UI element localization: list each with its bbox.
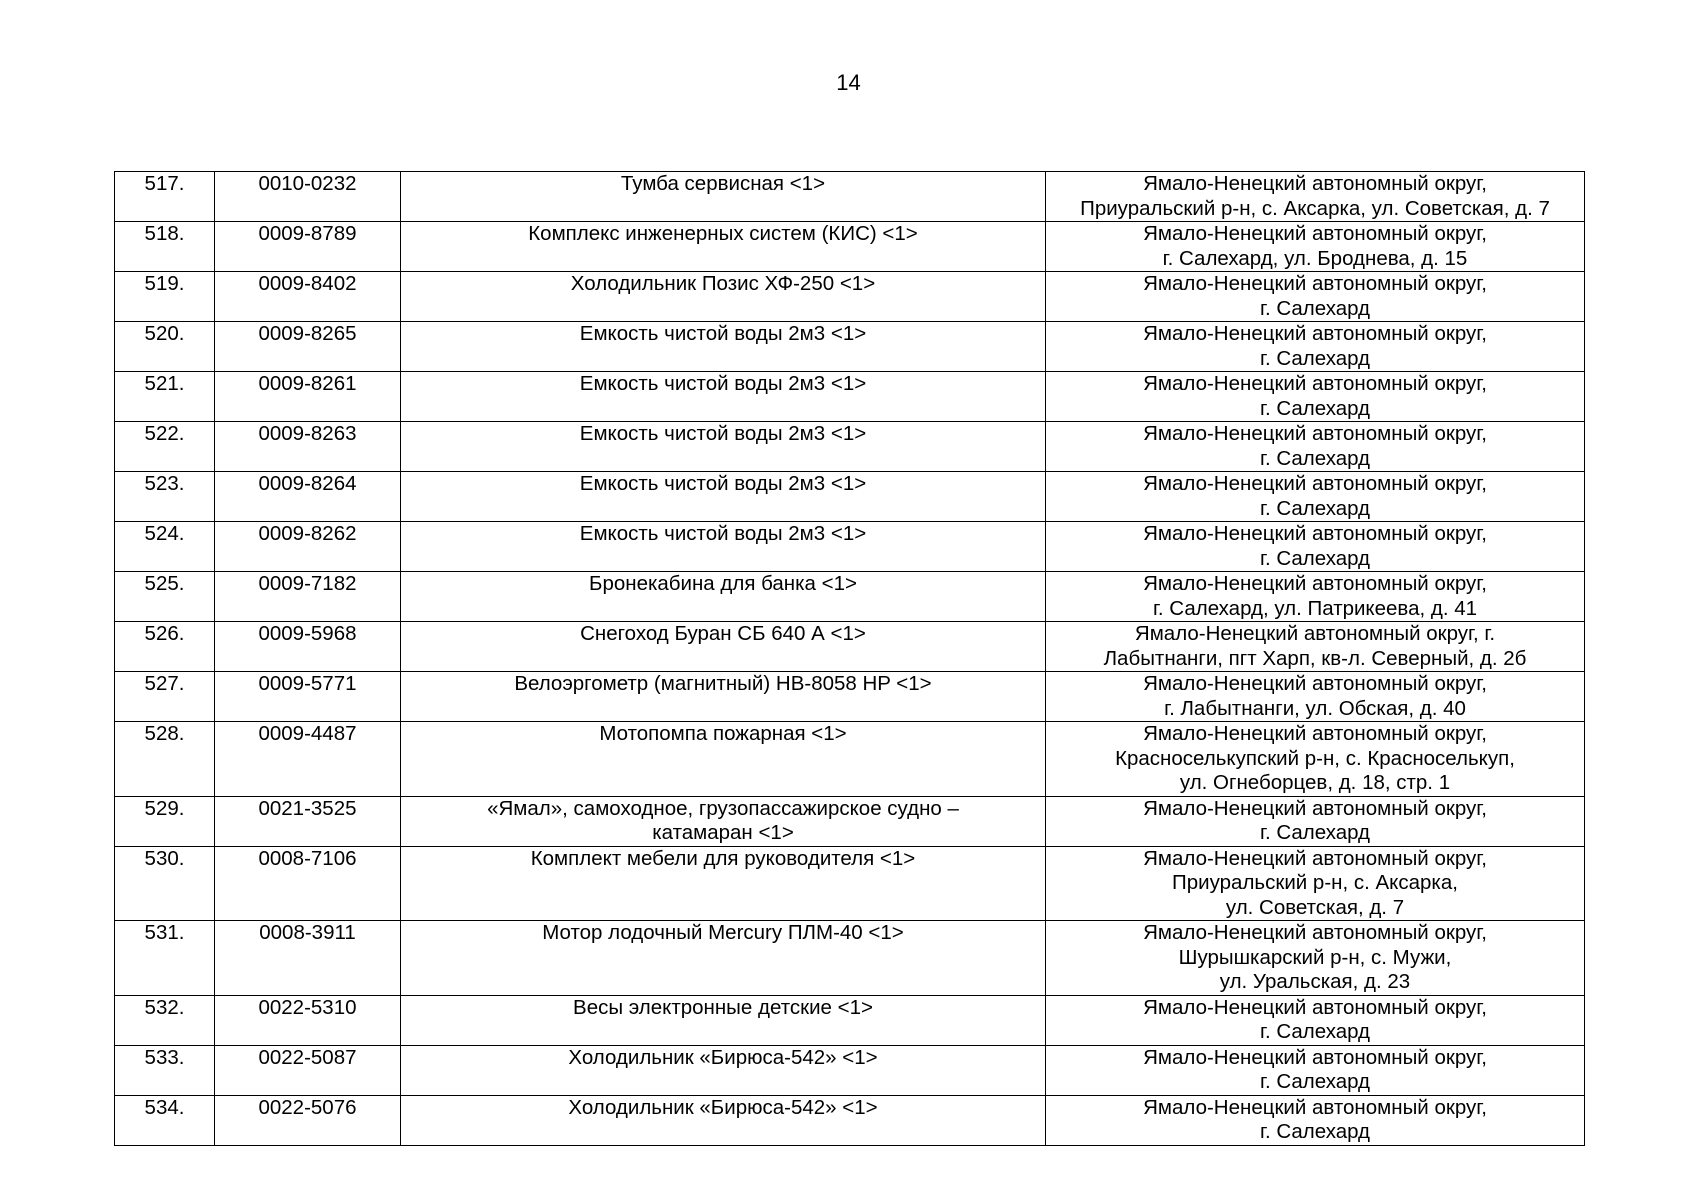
address-line: Ямало-Ненецкий автономный округ, [1143,322,1487,345]
item-name-line: «Ямал», самоходное, грузопассажирское судно – [487,796,959,820]
address-line: г. Салехард [1259,546,1371,570]
address-line: ул. Уральская, д. 23 [1219,970,1411,993]
item-name-line: Бронекабина для банка <1> [589,572,857,595]
address-cell [1046,921,1585,996]
item-name-cell [401,622,1046,672]
address-cell [1046,672,1585,722]
inventory-number-cell: 0009-8402 [215,272,401,322]
address-line: Ямало-Ненецкий автономный округ, [1143,372,1487,395]
address-cell [1046,722,1585,797]
row-number-cell: 521. [115,372,215,422]
address-cell [1046,372,1585,422]
address-line: Ямало-Ненецкий автономный округ, [1143,522,1487,545]
item-name-line: Снегоход Буран СБ 640 А <1> [580,622,866,645]
item-name-line: Комплекс инженерных систем (КИС) <1> [528,222,918,245]
item-name-cell [401,222,1046,272]
row-number-cell: 519. [115,272,215,322]
table-row [115,1095,1585,1145]
row-number-cell: 525. [115,572,215,622]
address-line: Ямало-Ненецкий автономный округ, [1143,995,1487,1019]
table-row [115,422,1585,472]
address-line: Ямало-Ненецкий автономный округ, [1143,1045,1487,1069]
address-line: Ямало-Ненецкий автономный округ, [1143,472,1487,495]
address-line: Ямало-Ненецкий автономный округ, [1143,672,1487,695]
item-name-cell [401,522,1046,572]
row-number-cell: 520. [115,322,215,372]
address-line: Красноселькупский р-н, с. Красноселькуп, [1115,746,1515,770]
address-line: г. Салехард, ул. Патрикеева, д. 41 [1152,596,1478,620]
inventory-number-cell: 0009-4487 [215,722,401,797]
row-number-cell: 531. [115,921,215,996]
row-number-cell: 524. [115,522,215,572]
table-row [115,372,1585,422]
table-row [115,172,1585,222]
item-name-line: Мотор лодочный Mercury ПЛМ-40 <1> [542,921,904,944]
table-row [115,1045,1585,1095]
address-line: Приуральский р-н, с. Аксарка, ул. Советская, д. 7 [1080,196,1550,220]
table-row [115,622,1585,672]
address-cell [1046,222,1585,272]
inventory-number-cell: 0021-3525 [215,796,401,846]
address-line: ул. Советская, д. 7 [1225,895,1405,919]
item-name-cell [401,796,1046,846]
item-name-cell [401,272,1046,322]
table-row [115,921,1585,996]
row-number-cell: 534. [115,1095,215,1145]
item-name-line: Комплект мебели для руководителя <1> [530,846,916,870]
address-cell [1046,422,1585,472]
item-name-line: Емкость чистой воды 2м3 <1> [579,372,867,395]
address-line: г. Салехард [1259,1020,1371,1043]
item-name-cell [401,846,1046,921]
inventory-number-cell: 0009-8261 [215,372,401,422]
row-number-cell: 528. [115,722,215,797]
item-name-line: Емкость чистой воды 2м3 <1> [579,522,867,545]
address-line: Ямало-Ненецкий автономный округ, г. [1134,622,1496,645]
row-number-cell: 530. [115,846,215,921]
property-table [114,171,1585,1146]
table-row [115,522,1585,572]
table-row [115,796,1585,846]
inventory-number-cell: 0009-8263 [215,422,401,472]
inventory-number-cell: 0009-8789 [215,222,401,272]
address-cell [1046,1095,1585,1145]
address-line: Шурышкарский р-н, с. Мужи, [1178,945,1452,969]
table-row [115,472,1585,522]
inventory-number-cell: 0022-5310 [215,995,401,1045]
item-name-line: катамаран <1> [652,821,794,844]
inventory-number-cell: 0009-5771 [215,672,401,722]
item-name-line: Холодильник «Бирюса-542» <1> [568,1045,878,1069]
item-name-cell [401,921,1046,996]
address-line: Ямало-Ненецкий автономный округ, [1143,1095,1487,1119]
item-name-cell [401,172,1046,222]
address-cell [1046,622,1585,672]
inventory-number-cell: 0009-8262 [215,522,401,572]
item-name-cell [401,1045,1046,1095]
table-row [115,722,1585,797]
row-number-cell: 532. [115,995,215,1045]
address-line: Ямало-Ненецкий автономный округ, [1143,722,1487,745]
address-line: Ямало-Ненецкий автономный округ, [1143,846,1487,870]
row-number-cell: 526. [115,622,215,672]
address-cell [1046,472,1585,522]
inventory-number-cell: 0009-8264 [215,472,401,522]
row-number-cell: 517. [115,172,215,222]
table-row [115,222,1585,272]
item-name-line: Емкость чистой воды 2м3 <1> [579,422,867,445]
inventory-number-cell: 0022-5076 [215,1095,401,1145]
table-row [115,572,1585,622]
address-line: г. Салехард [1259,296,1371,320]
item-name-line: Емкость чистой воды 2м3 <1> [579,322,867,345]
address-line: Ямало-Ненецкий автономный округ, [1143,422,1487,445]
address-cell [1046,322,1585,372]
address-cell [1046,995,1585,1045]
address-line: г. Салехард [1259,1070,1371,1093]
address-line: Ямало-Ненецкий автономный округ, [1143,572,1487,595]
item-name-cell [401,1095,1046,1145]
table-row [115,995,1585,1045]
table-row [115,272,1585,322]
item-name-line: Тумба сервисная <1> [620,172,826,195]
item-name-cell [401,322,1046,372]
address-cell [1046,522,1585,572]
item-name-cell [401,572,1046,622]
row-number-cell: 522. [115,422,215,472]
address-line: г. Салехард [1259,346,1371,370]
address-cell [1046,272,1585,322]
item-name-line: Холодильник «Бирюса-542» <1> [568,1095,878,1119]
address-cell [1046,172,1585,222]
item-name-cell [401,372,1046,422]
item-name-line: Велоэргометр (магнитный) HB-8058 HP <1> [514,672,932,695]
inventory-number-cell: 0009-5968 [215,622,401,672]
address-line: г. Салехард [1259,496,1371,520]
inventory-number-cell: 0010-0232 [215,172,401,222]
address-line: Приуральский р-н, с. Аксарка, [1172,871,1458,894]
inventory-number-cell: 0009-8265 [215,322,401,372]
table-row [115,672,1585,722]
item-name-line: Емкость чистой воды 2м3 <1> [579,472,867,495]
address-cell [1046,572,1585,622]
item-name-cell [401,472,1046,522]
address-line: г. Салехард, ул. Броднева, д. 15 [1162,246,1468,270]
inventory-number-cell: 0022-5087 [215,1045,401,1095]
address-line: Ямало-Ненецкий автономный округ, [1143,921,1487,944]
item-name-line: Весы электронные детские <1> [573,995,873,1019]
address-cell [1046,846,1585,921]
address-line: г. Лабытнанги, ул. Обская, д. 40 [1164,696,1466,720]
address-line: г. Салехард [1259,446,1371,470]
address-line: г. Салехард [1259,396,1371,420]
address-line: г. Салехард [1259,1120,1371,1143]
address-cell [1046,796,1585,846]
inventory-number-cell: 0008-7106 [215,846,401,921]
item-name-cell [401,422,1046,472]
address-line: ул. Огнеборцев, д. 18, стр. 1 [1179,771,1451,794]
item-name-line: Холодильник Позис ХФ-250 <1> [570,272,876,295]
row-number-cell: 533. [115,1045,215,1095]
inventory-number-cell: 0008-3911 [215,921,401,996]
table-row [115,322,1585,372]
address-line: Ямало-Ненецкий автономный округ, [1143,222,1487,245]
row-number-cell: 527. [115,672,215,722]
item-name-cell [401,672,1046,722]
address-line: г. Салехард [1259,821,1371,844]
item-name-line: Мотопомпа пожарная <1> [599,722,847,745]
address-line: Ямало-Ненецкий автономный округ, [1143,172,1487,195]
item-name-cell [401,722,1046,797]
row-number-cell: 523. [115,472,215,522]
table-row [115,846,1585,921]
address-line: Лабытнанги, пгт Харп, кв-л. Северный, д. 2б [1103,646,1527,670]
item-name-cell [401,995,1046,1045]
page-number: 14 [836,70,861,95]
address-cell [1046,1045,1585,1095]
inventory-number-cell: 0009-7182 [215,572,401,622]
property-table-body [115,172,1585,1146]
row-number-cell: 529. [115,796,215,846]
row-number-cell: 518. [115,222,215,272]
address-line: Ямало-Ненецкий автономный округ, [1143,272,1487,295]
address-line: Ямало-Ненецкий автономный округ, [1143,796,1487,820]
